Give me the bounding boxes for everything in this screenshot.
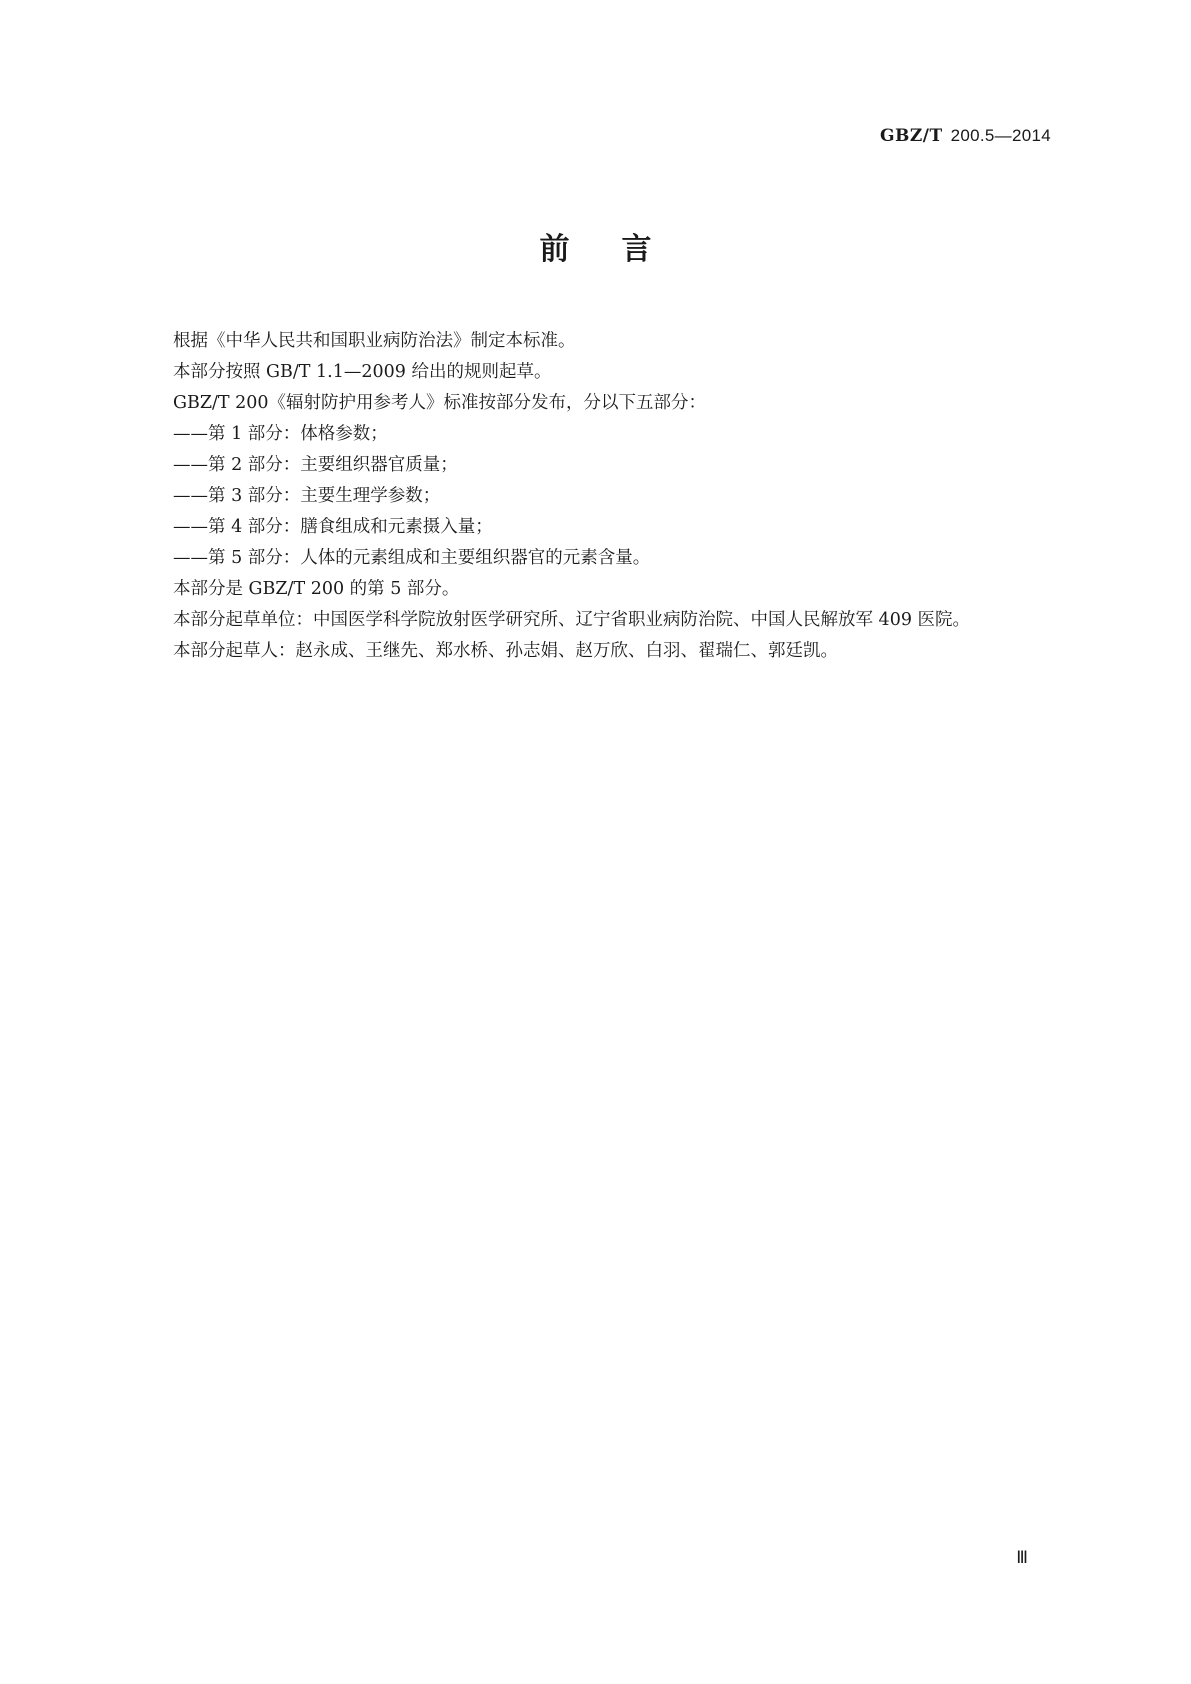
paragraph-parts-intro: GBZ/T 200《辐射防护用参考人》标准按部分发布，分以下五部分： — [173, 393, 707, 413]
paragraph-drafting-units: 本部分起草单位：中国医学科学院放射医学研究所、辽宁省职业病防治院、中国人民解放军 409 医院。 — [173, 610, 971, 630]
paragraph-this-part: 本部分是 GBZ/T 200 的第 5 部分。 — [173, 579, 460, 599]
list-item-part-2: ——第 2 部分：主要组织器官质量； — [173, 455, 458, 475]
page-title: 前言 — [539, 232, 704, 267]
page-number: Ⅲ — [1016, 1548, 1028, 1567]
paragraph-drafting-rules: 本部分按照 GB/T 1.1—2009 给出的规则起草。 — [173, 362, 552, 382]
list-item-part-4: ——第 4 部分：膳食组成和元素摄入量； — [173, 517, 493, 537]
list-item-part-1: ——第 1 部分：体格参数； — [173, 424, 388, 444]
standard-year: 200.5—2014 — [950, 126, 1051, 145]
list-item-part-5: ——第 5 部分：人体的元素组成和主要组织器官的元素含量。 — [173, 548, 651, 568]
standard-number — [880, 126, 1051, 146]
standard-code: GBZ/T — [879, 126, 943, 146]
foreword-body — [136, 326, 1054, 667]
list-item-part-3: ——第 3 部分：主要生理学参数； — [173, 486, 441, 506]
paragraph-legal-basis: 根据《中华人民共和国职业病防治法》制定本标准。 — [173, 331, 576, 351]
paragraph-drafters: 本部分起草人：赵永成、王继先、郑水桥、孙志娟、赵万欣、白羽、翟瑞仁、郭廷凯。 — [173, 641, 838, 661]
